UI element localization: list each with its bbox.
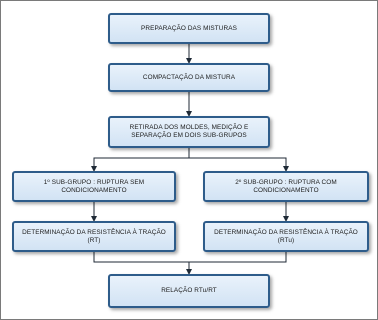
node-label: DETERMINAÇÃO DA RESISTÊNCIA À TRAÇÃO (RTu) bbox=[214, 228, 358, 244]
edge-rt-relacao bbox=[94, 252, 189, 274]
node-retirada-dos-moldes bbox=[108, 116, 270, 148]
node-sub-grupo-1 bbox=[12, 171, 176, 202]
edge-retirada-sub1 bbox=[94, 148, 189, 171]
edge-retirada-sub2 bbox=[189, 158, 286, 171]
node-label: 2º SUB-GRUPO : RUPTURA COM CONDICIONAMENTO bbox=[235, 178, 337, 194]
node-preparacao-das-misturas bbox=[108, 13, 270, 44]
node-label: 1º SUB-GRUPO : RUPTURA SEM CONDICIONAMENTO bbox=[43, 178, 145, 194]
node-relacao-rtu-rt bbox=[108, 274, 270, 308]
node-label: RELAÇÃO RTu/RT bbox=[161, 287, 217, 294]
node-compactacao-da-mistura bbox=[108, 63, 270, 92]
node-sub-grupo-2 bbox=[203, 171, 369, 202]
node-determinacao-rt bbox=[12, 221, 176, 252]
node-label: DETERMINAÇÃO DA RESISTÊNCIA À TRAÇÃO (RT) bbox=[22, 228, 166, 244]
edge-rtu-relacao bbox=[189, 252, 286, 262]
node-label: PREPARAÇÃO DAS MISTURAS bbox=[141, 24, 237, 32]
node-label: COMPACTAÇÃO DA MISTURA bbox=[142, 73, 236, 81]
node-label: RETIRADA DOS MOLDES, MEDIÇÃO E SEPARAÇÃO EM DOIS SUB-GRUPOS bbox=[129, 124, 249, 139]
node-determinacao-rtu bbox=[203, 221, 369, 252]
